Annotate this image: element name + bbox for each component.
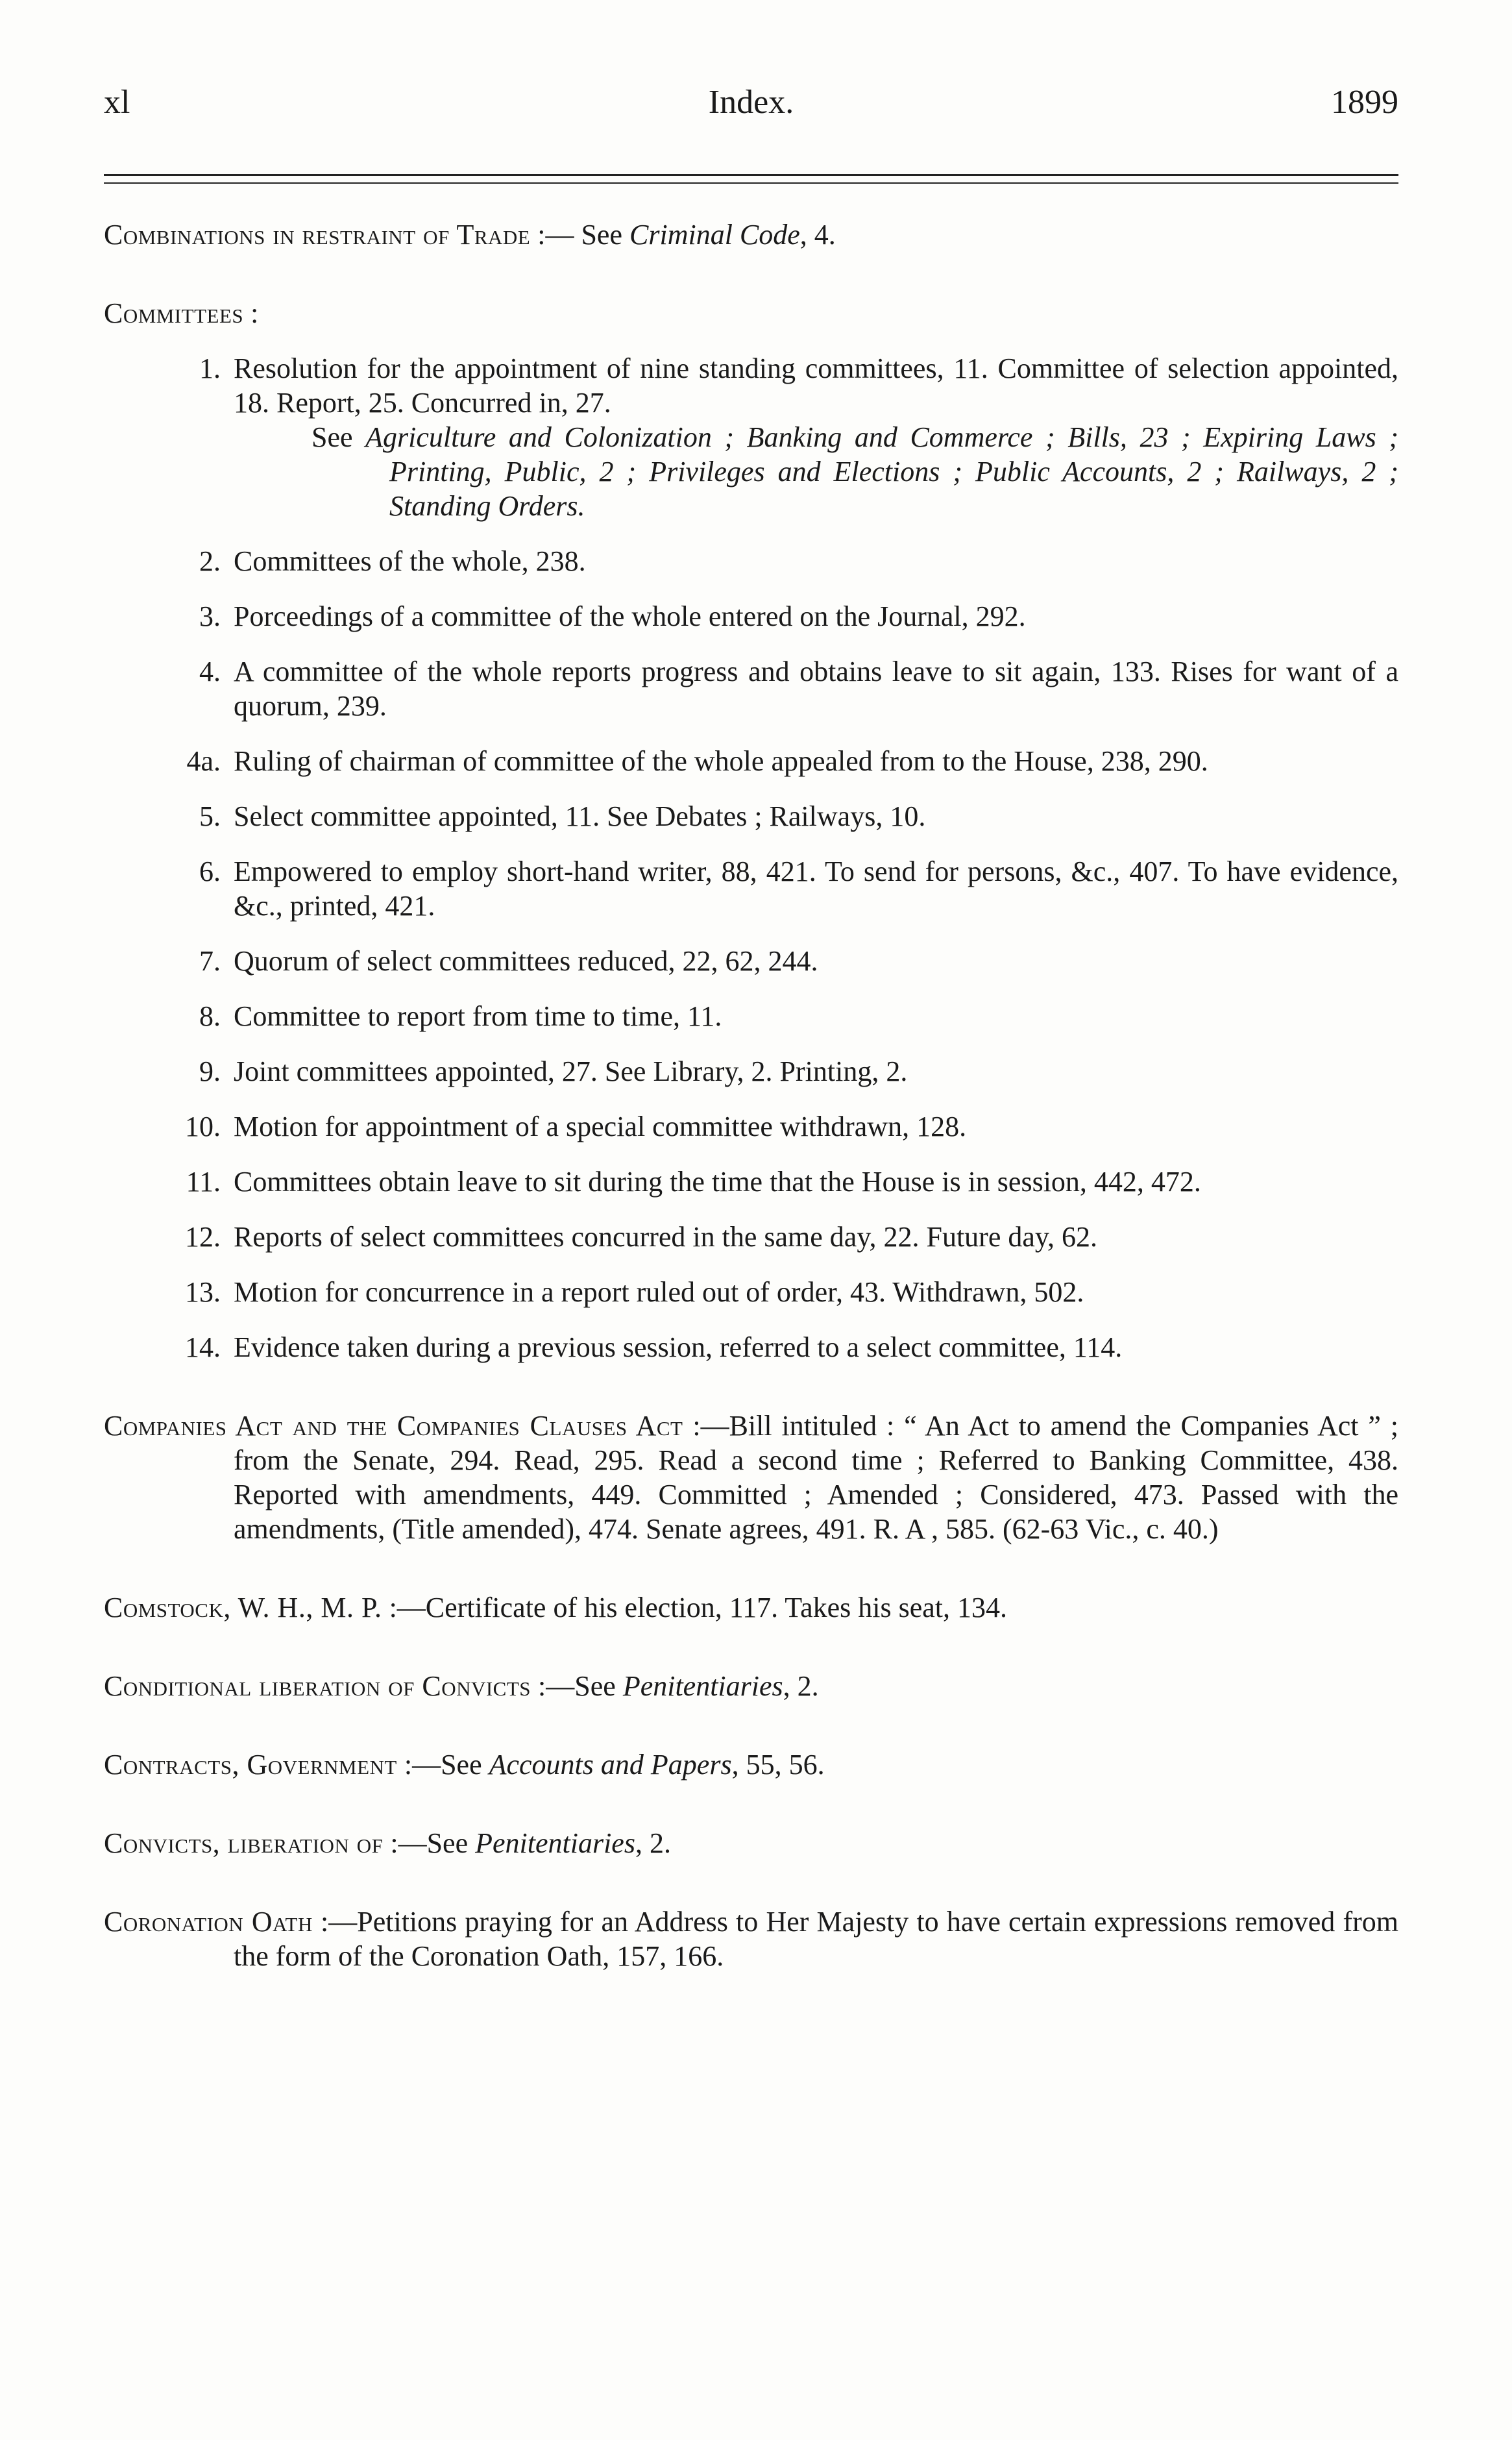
item-text: Motion for concurrence in a report ruled out of order, 43. Withdrawn, 502. xyxy=(234,1276,1084,1308)
item-number: 10. xyxy=(185,1111,221,1142)
cross-reference: Agriculture and Colonization ; Banking and Commerce ; Bills, 23 ; Expiring Laws ; Printing, Public, 2 ; Privileges and Elections ; Public Accounts, 2 ; Railways, 2 ; Standing Orders. xyxy=(365,421,1398,522)
page-header xyxy=(104,83,1398,129)
item-text: Reports of select committees concurred in the same day, 22. Future day, 62. xyxy=(234,1221,1098,1253)
item-number: 11. xyxy=(186,1166,221,1198)
item-number: 8. xyxy=(199,1000,221,1032)
list-item xyxy=(104,1109,1398,1144)
item-number: 2. xyxy=(199,545,221,577)
entry-text: , 2. xyxy=(635,1827,671,1859)
entry-text: , 4. xyxy=(799,219,836,251)
index-content xyxy=(104,217,1398,1973)
see-also-block xyxy=(311,420,1398,523)
list-item xyxy=(104,1275,1398,1309)
entry-heading: Companies Act and the Companies Clauses Act xyxy=(104,1410,683,1442)
cross-reference: Accounts and Papers xyxy=(489,1749,732,1781)
entry-convicts xyxy=(104,1826,1398,1860)
item-text: Evidence taken during a previous session, referred to a select committee, 114. xyxy=(234,1331,1123,1363)
item-number: 5. xyxy=(199,800,221,832)
item-text: Select committee appointed, 11. See Debates ; Railways, 10. xyxy=(234,800,926,832)
entry-text: :—See xyxy=(383,1827,476,1859)
list-item xyxy=(104,351,1398,523)
list-item xyxy=(104,1330,1398,1364)
entry-text: :—See xyxy=(531,1670,623,1702)
item-text: Porceedings of a committee of the whole entered on the Journal, 292. xyxy=(234,600,1026,632)
entry-heading: Contracts, Government xyxy=(104,1749,397,1781)
item-number: 4. xyxy=(199,656,221,687)
list-item xyxy=(104,1220,1398,1254)
item-text: Quorum of select committees reduced, 22, 62, 244. xyxy=(234,945,818,977)
entry-text: , 55, 56. xyxy=(731,1749,825,1781)
page-title: Index. xyxy=(708,84,794,121)
header-rule-thick xyxy=(104,174,1398,176)
see-label: See xyxy=(311,421,366,453)
entry-heading: Convicts, liberation of xyxy=(104,1827,384,1859)
item-number: 3. xyxy=(199,600,221,632)
list-item xyxy=(104,1165,1398,1199)
entry-companies-act xyxy=(104,1409,1398,1546)
item-text: Resolution for the appointment of nine standing committees, 11. Committee of selection appointed, 18. Report, 25. Concurred in, 27. xyxy=(234,352,1398,419)
entry-coronation-oath xyxy=(104,1904,1398,1973)
entry-text: :—Certificate of his election, 117. Takes his seat, 134. xyxy=(382,1592,1008,1623)
list-item xyxy=(104,544,1398,578)
item-number: 13. xyxy=(185,1276,221,1308)
entry-comstock xyxy=(104,1590,1398,1625)
item-number: 6. xyxy=(199,856,221,887)
cross-reference: Criminal Code xyxy=(629,219,800,251)
item-text: Committees of the whole, 238. xyxy=(234,545,586,577)
item-number: 12. xyxy=(185,1221,221,1253)
list-item xyxy=(104,654,1398,723)
header-rule-thin xyxy=(104,182,1398,184)
entry-text: :—Petitions praying for an Address to Her Majesty to have certain expressions removed from the form of the Coronation Oath, 157, 166. xyxy=(234,1906,1398,1972)
entry-heading: Comstock, W. H., M. P. xyxy=(104,1592,382,1623)
item-text: Joint committees appointed, 27. See Library, 2. Printing, 2. xyxy=(234,1055,908,1087)
list-item xyxy=(104,799,1398,833)
page-number: xl xyxy=(104,84,130,121)
list-item xyxy=(104,999,1398,1033)
entry-heading: Combinations in restraint of Trade xyxy=(104,219,531,251)
entry-heading: Coronation Oath xyxy=(104,1906,313,1938)
committees-subentries xyxy=(104,351,1398,1364)
entry-text: :—See xyxy=(396,1749,489,1781)
list-item xyxy=(104,599,1398,634)
item-number: 1. xyxy=(199,352,221,384)
item-text: Committee to report from time to time, 11. xyxy=(234,1000,722,1032)
item-number: 9. xyxy=(199,1055,221,1087)
item-number: 4a. xyxy=(186,745,221,777)
list-item xyxy=(104,854,1398,923)
entry-text: :—Bill intituled : “ An Act to amend the Companies Act ” ; from the Senate, 294. Read, 295. Read a second time ; Referred to Banking Committee, 438. Reported with amendments, 449. Committed ; Amended ; Considered, 473. Passed with the amendments, (Title amended), 474. Senate agrees, 491. R. A , 585. (62-63 Vic., c. 40.) xyxy=(234,1410,1398,1545)
entry-heading: Committees xyxy=(104,297,244,329)
entry-heading: Conditional liberation of Convicts xyxy=(104,1670,531,1702)
cross-reference: Penitentiaries xyxy=(475,1827,635,1859)
entry-text: : xyxy=(243,297,259,329)
list-item xyxy=(104,744,1398,778)
list-item xyxy=(104,944,1398,978)
item-text: Empowered to employ short-hand writer, 88, 421. To send for persons, &c., 407. To have evidence, &c., printed, 421. xyxy=(234,856,1398,922)
header-year: 1899 xyxy=(1331,84,1398,121)
entry-text: :— See xyxy=(530,219,629,251)
item-number: 7. xyxy=(199,945,221,977)
entry-combinations xyxy=(104,217,1398,252)
item-text: A committee of the whole reports progress and obtains leave to sit again, 133. Rises for want of a quorum, 239. xyxy=(234,656,1398,722)
item-text: Committees obtain leave to sit during the time that the House is in session, 442, 472. xyxy=(234,1166,1201,1198)
entry-committees xyxy=(104,296,1398,1364)
item-text: Motion for appointment of a special committee withdrawn, 128. xyxy=(234,1111,967,1142)
item-number: 14. xyxy=(185,1331,221,1363)
cross-reference: Penitentiaries xyxy=(622,1670,783,1702)
entry-conditional-liberation xyxy=(104,1669,1398,1703)
entry-contracts xyxy=(104,1747,1398,1782)
entry-text: , 2. xyxy=(783,1670,819,1702)
item-text: Ruling of chairman of committee of the whole appealed from to the House, 238, 290. xyxy=(234,745,1208,777)
list-item xyxy=(104,1054,1398,1089)
